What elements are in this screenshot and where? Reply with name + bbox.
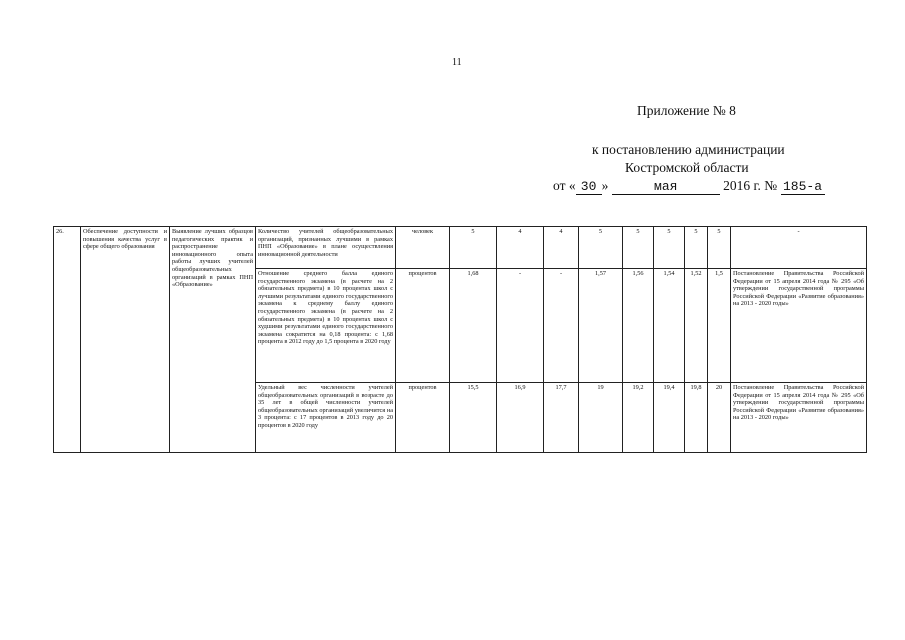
unit-cell: процентов — [396, 269, 450, 383]
value-cell: 16,9 — [497, 383, 544, 453]
value-cell: 5 — [579, 227, 623, 269]
table-row — [54, 227, 867, 269]
date-mid: » — [601, 178, 609, 193]
region-line: Костромской области — [625, 160, 749, 175]
page-number: 11 — [452, 57, 462, 68]
value-cell: 5 — [623, 227, 654, 269]
value-cell: 1,52 — [685, 269, 708, 383]
value-cell: 5 — [708, 227, 731, 269]
indicators-table — [53, 226, 867, 453]
note-cell: Постановление Правительства Российской Федерации от 15 апреля 2014 года № 295 «Об утверждении государственной программы Российской Федерации «Развитие образования» на 2013 - 2020 годы» — [731, 269, 867, 383]
indicator-cell: Количество учителей общеобразовательных организаций, признанных лучшими в рамках ПНП «Образование» в плане осуществления инновационной деятельности — [256, 227, 396, 269]
date-prefix: от « — [553, 178, 576, 193]
value-cell: - — [544, 269, 579, 383]
value-cell: 1,5 — [708, 269, 731, 383]
date-year: 2016 г. № — [723, 178, 778, 193]
value-cell: 1,57 — [579, 269, 623, 383]
resolution-line: к постановлению администрации — [592, 142, 785, 157]
date-day: 30 — [576, 180, 602, 195]
value-cell: 17,7 — [544, 383, 579, 453]
date-month: мая — [612, 180, 720, 195]
indicator-cell: Отношение среднего балла единого государственного экзамена (в расчете на 2 обязательных предмета) в 10 процентах школ с лучшими результатами единого государственного экзамена к среднему баллу единого государственного экзамена (в расчете на 2 обязательных предмета) в 10 процентах школ с худшими результатами единого государственного экзамена сократится на 0,18 процента: с 1,68 процента в 2012 году до 1,5 процента в 2020 году — [256, 269, 396, 383]
task-cell: Обеспечение доступности и повышения качества услуг в сфере общего образования — [81, 227, 170, 453]
value-cell: 19,4 — [654, 383, 685, 453]
note-cell: - — [731, 227, 867, 269]
note-cell: Постановление Правительства Российской Федерации от 15 апреля 2014 года № 295 «Об утверждении государственной программы Российской Федерации «Развитие образования» на 2013 - 2020 годы» — [731, 383, 867, 453]
value-cell: 4 — [497, 227, 544, 269]
value-cell: 1,68 — [450, 269, 497, 383]
unit-cell: человек — [396, 227, 450, 269]
unit-cell: процентов — [396, 383, 450, 453]
value-cell: 15,5 — [450, 383, 497, 453]
value-cell: 5 — [685, 227, 708, 269]
value-cell: 5 — [654, 227, 685, 269]
appendix-title: Приложение № 8 — [637, 103, 736, 118]
value-cell: 4 — [544, 227, 579, 269]
resolution-number: 185-а — [781, 180, 825, 195]
date-line — [553, 178, 825, 195]
value-cell: 20 — [708, 383, 731, 453]
event-cell: Выявление лучших образцов педагогических практик и распространение инновационного опыта работы лучших учителей общеобразовательных организаций в рамках ПНП «Образование» — [170, 227, 256, 453]
value-cell: 1,54 — [654, 269, 685, 383]
value-cell: 19,8 — [685, 383, 708, 453]
value-cell: - — [497, 269, 544, 383]
indicator-cell: Удельный вес численности учителей общеобразовательных организаций в возрасте до 35 лет в общей численности учителей общеобразовательных организаций увеличится на 3 процента: с 17 процентов в 2013 году до 20 процентов в 2020 году — [256, 383, 396, 453]
value-cell: 19,2 — [623, 383, 654, 453]
value-cell: 19 — [579, 383, 623, 453]
value-cell: 5 — [450, 227, 497, 269]
value-cell: 1,56 — [623, 269, 654, 383]
row-number-cell: 26. — [54, 227, 81, 453]
